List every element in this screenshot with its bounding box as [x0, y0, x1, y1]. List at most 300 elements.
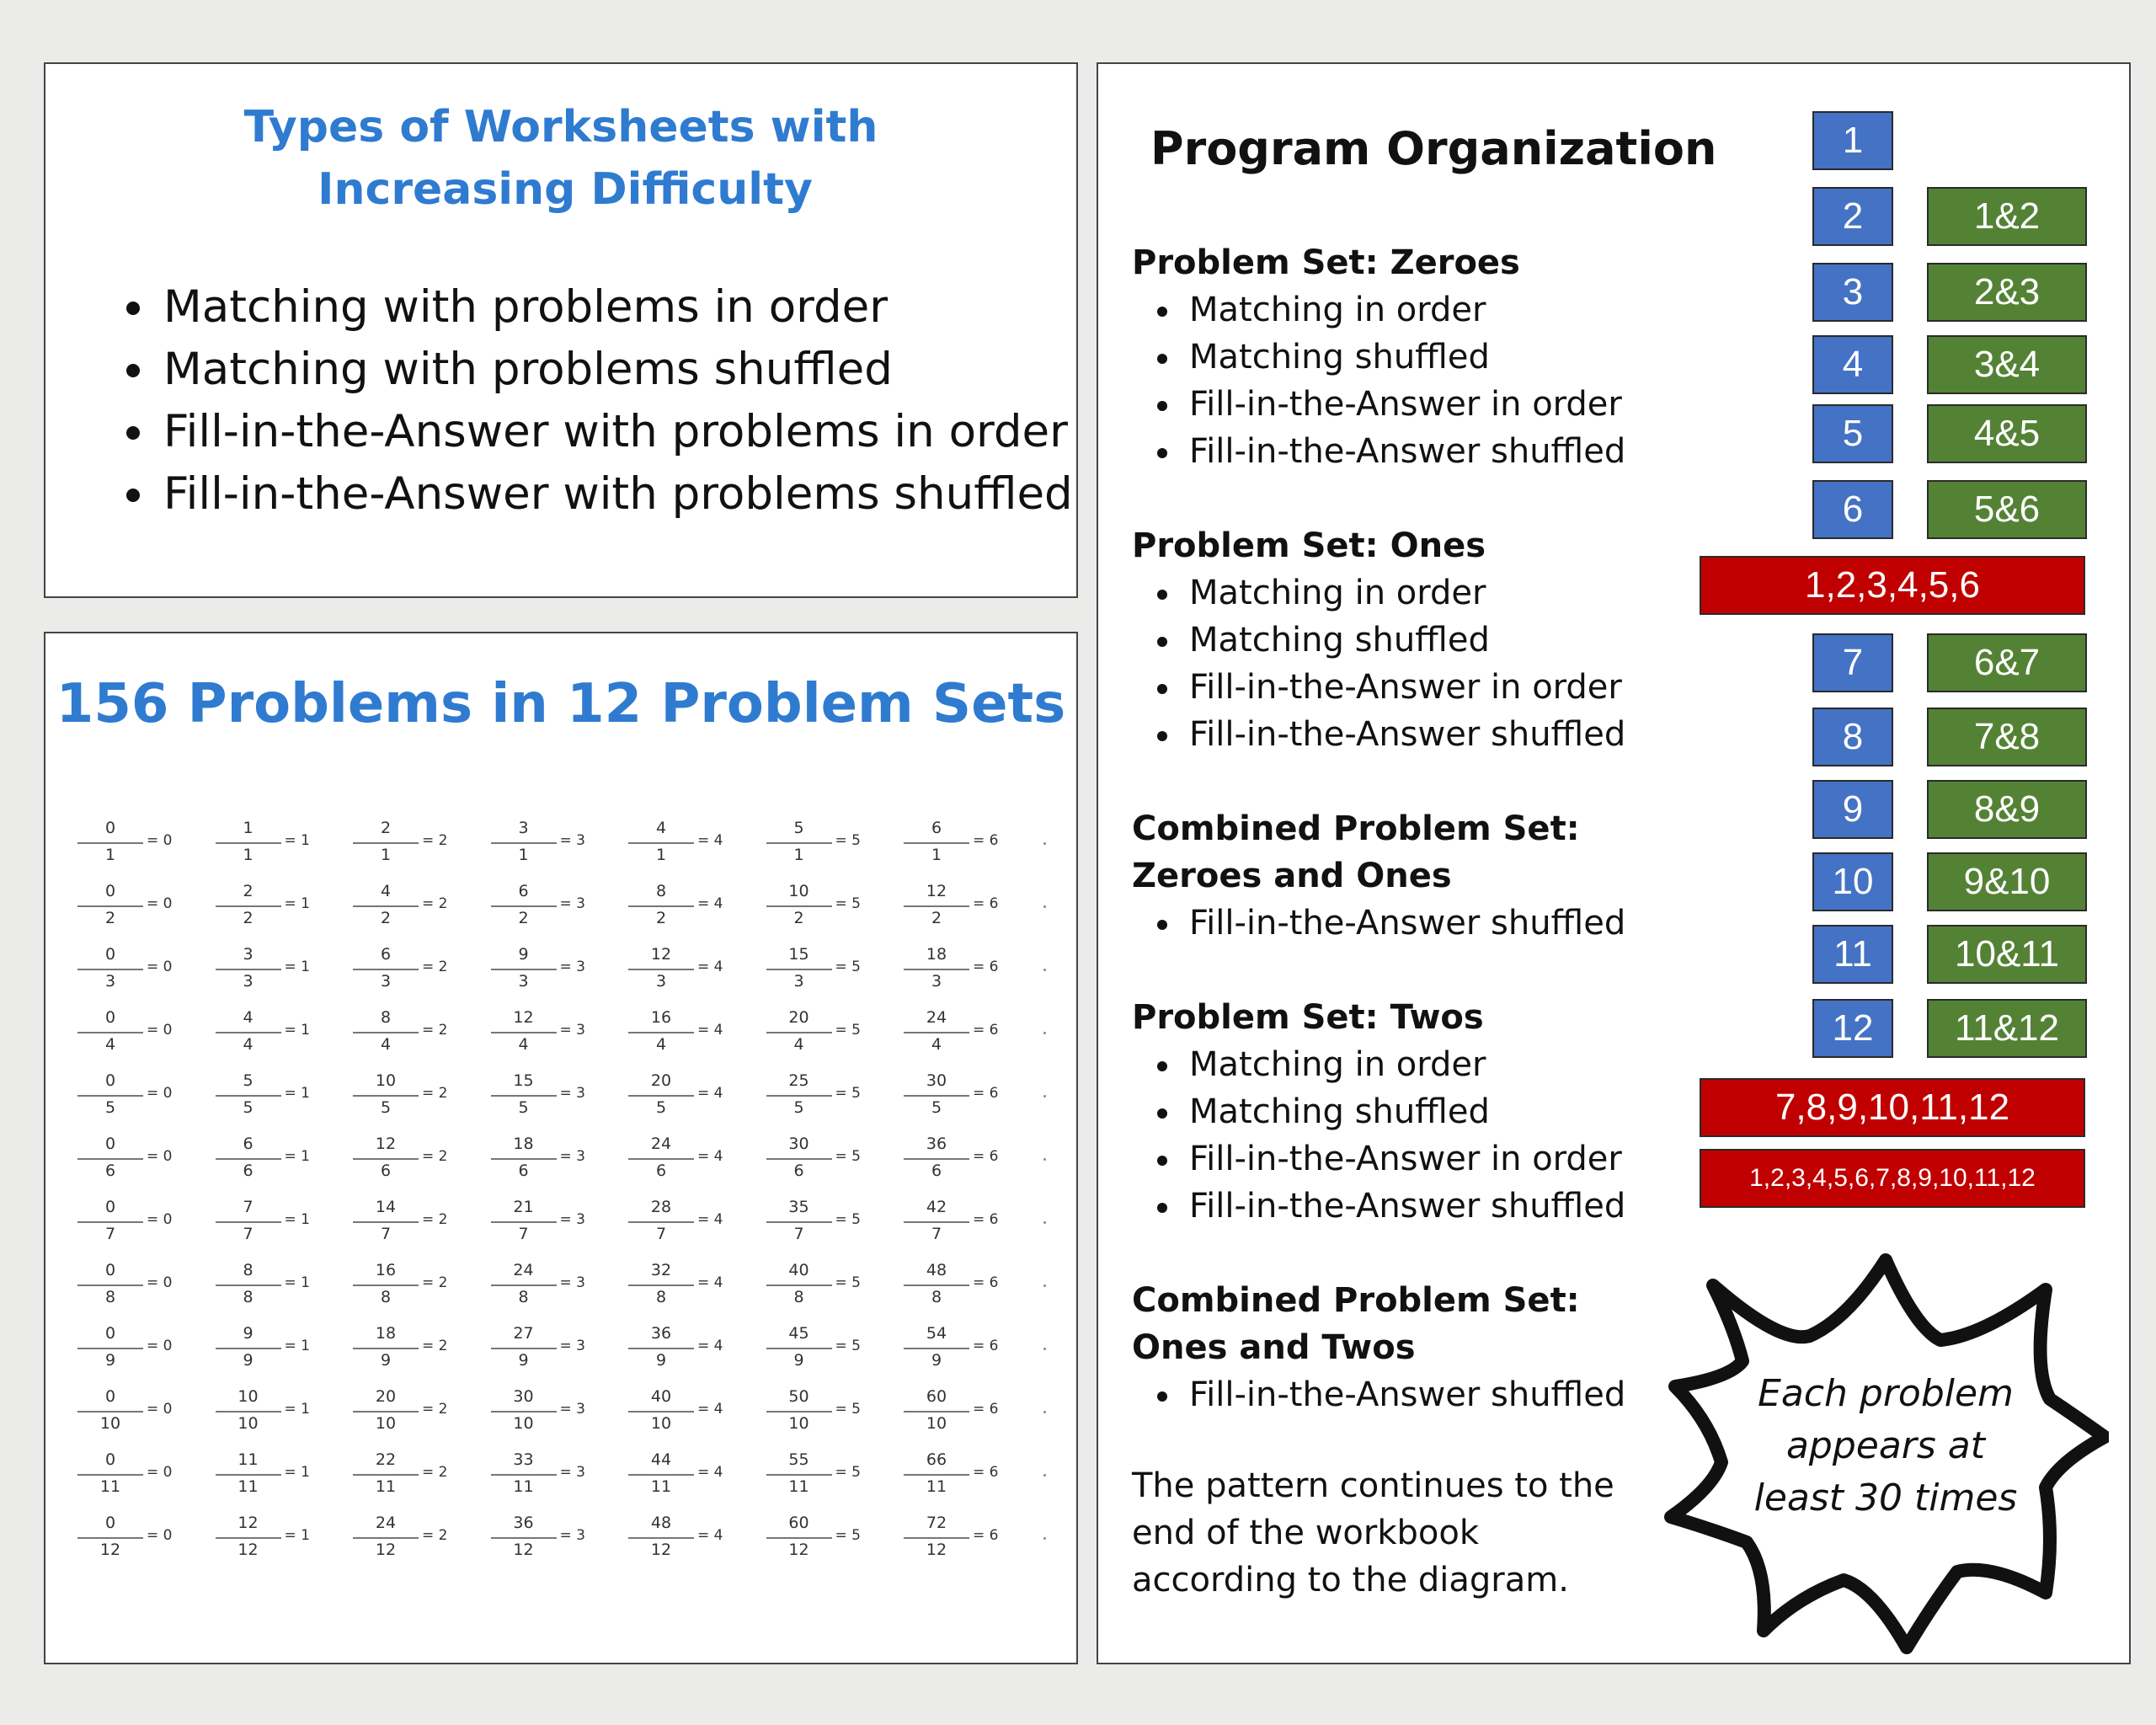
numerator: 0: [104, 1261, 116, 1279]
fraction-problem: [216, 882, 317, 934]
callout-text: [1738, 1368, 2033, 1525]
denominator: 6: [931, 1162, 942, 1180]
fraction-problem: [628, 1450, 729, 1503]
fraction-bar: [904, 905, 969, 907]
fraction-bar: [353, 1158, 419, 1160]
numerator: 15: [513, 1071, 534, 1090]
result: = 0: [147, 1527, 173, 1544]
row-dot: [1043, 1411, 1046, 1413]
numerator: 6: [931, 819, 942, 837]
combined-box-7-12: 7,8,9,10,11,12: [1700, 1078, 2085, 1137]
section-list-combined-1: [1149, 900, 1625, 947]
section-heading-ones: Problem Set: Ones: [1132, 526, 1486, 565]
result: = 3: [559, 959, 585, 975]
denominator: 4: [380, 1035, 392, 1054]
section-heading-combined-2: Combined Problem Set:: [1132, 1281, 1580, 1320]
result: = 5: [835, 1338, 861, 1354]
numerator: 48: [650, 1514, 672, 1532]
set-box-1: 1: [1812, 111, 1893, 170]
fraction-bar: [77, 1474, 143, 1476]
fraction-bar: [766, 1474, 832, 1476]
fraction-problem: [353, 1135, 454, 1187]
set-box-8: 8: [1812, 708, 1893, 766]
denominator: 12: [237, 1541, 259, 1559]
fraction-problem: [77, 1450, 179, 1503]
fraction-problem: [628, 1071, 729, 1124]
fraction-problem: [353, 819, 454, 871]
row-dot: [1043, 905, 1046, 908]
fraction-problem: [628, 1261, 729, 1313]
fraction-problem: [628, 882, 729, 934]
numerator: 10: [788, 882, 809, 900]
fraction-bar: [628, 1348, 694, 1349]
result: = 6: [973, 895, 999, 912]
numerator: 0: [104, 819, 116, 837]
numerator: 24: [513, 1261, 534, 1279]
denominator: 8: [931, 1288, 942, 1306]
result: = 0: [147, 1464, 173, 1481]
row-dot: [1043, 969, 1046, 971]
denominator: 1: [655, 846, 667, 864]
fraction-bar: [77, 1221, 143, 1223]
numerator: 22: [375, 1450, 397, 1469]
denominator: 9: [793, 1351, 804, 1370]
fraction-bar: [77, 842, 143, 844]
set-box-3: 3: [1812, 263, 1893, 322]
denominator: 8: [655, 1288, 667, 1306]
result: = 6: [973, 1401, 999, 1418]
result: = 3: [559, 1527, 585, 1544]
numerator: 0: [104, 1450, 116, 1469]
fraction-bar: [904, 1348, 969, 1349]
fraction-bar: [766, 1284, 832, 1286]
numerator: 4: [380, 882, 392, 900]
result: = 5: [835, 1401, 861, 1418]
denominator: 5: [104, 1098, 116, 1117]
fraction-problem: [491, 1008, 592, 1060]
fraction-bar: [904, 1284, 969, 1286]
fraction-problem: [77, 1261, 179, 1313]
pair-box-5-6: 5&6: [1927, 480, 2087, 539]
set-box-9: 9: [1812, 780, 1893, 839]
denominator: 2: [793, 909, 804, 927]
fraction-bar: [216, 1221, 281, 1223]
list-item: Fill-in-the-Answer shuffled: [1149, 1371, 1625, 1418]
denominator: 1: [380, 846, 392, 864]
fraction-problem: [491, 819, 592, 871]
list-item: Matching with problems shuffled: [121, 339, 1073, 401]
denominator: 2: [243, 909, 253, 927]
numerator: 5: [243, 1071, 253, 1090]
numerator: 4: [655, 819, 667, 837]
denominator: 3: [518, 972, 529, 991]
result: = 4: [697, 1401, 723, 1418]
denominator: 9: [931, 1351, 942, 1370]
fraction-bar: [491, 1284, 557, 1286]
denominator: 2: [518, 909, 529, 927]
row-dot: [1043, 1474, 1046, 1477]
fraction-bar: [766, 905, 832, 907]
title-line-1: Types of Worksheets with: [243, 102, 878, 152]
denominator: 5: [243, 1098, 253, 1117]
result: = 2: [422, 1338, 448, 1354]
result: = 0: [147, 832, 173, 849]
result: = 1: [284, 1211, 310, 1228]
denominator: 3: [931, 972, 942, 991]
numerator: 0: [104, 1198, 116, 1216]
fraction-problem: [904, 1071, 1005, 1124]
numerator: 28: [650, 1198, 672, 1216]
result: = 2: [422, 1527, 448, 1544]
section-subheading-combined-2: Ones and Twos: [1132, 1328, 1416, 1367]
fraction-problem: [491, 1387, 592, 1439]
pair-box-9-10: 9&10: [1927, 852, 2087, 911]
result: = 6: [973, 1148, 999, 1165]
fraction-bar: [216, 1537, 281, 1539]
fraction-problem: [628, 945, 729, 997]
fraction-bar: [77, 1032, 143, 1033]
denominator: 10: [788, 1414, 809, 1433]
list-item: Fill-in-the-Answer shuffled: [1149, 900, 1625, 947]
fraction-problem: [353, 882, 454, 934]
fraction-problem: [904, 1514, 1005, 1566]
fraction-bar: [216, 842, 281, 844]
numerator: 35: [788, 1198, 809, 1216]
result: = 5: [835, 1464, 861, 1481]
numerator: 20: [788, 1008, 809, 1027]
fraction-problem: [353, 1450, 454, 1503]
fraction-bar: [216, 1158, 281, 1160]
fraction-bar: [766, 1032, 832, 1033]
fraction-bar: [353, 905, 419, 907]
numerator: 14: [375, 1198, 397, 1216]
result: = 4: [697, 832, 723, 849]
fraction-bar: [904, 1537, 969, 1539]
pair-box-8-9: 8&9: [1927, 780, 2087, 839]
fraction-problem: [216, 1450, 317, 1503]
denominator: 12: [650, 1541, 672, 1559]
denominator: 6: [380, 1162, 392, 1180]
fraction-bar: [904, 1411, 969, 1413]
combined-box-1-6: 1,2,3,4,5,6: [1700, 556, 2085, 615]
numerator: 36: [513, 1514, 534, 1532]
denominator: 10: [237, 1414, 259, 1433]
fraction-bar: [353, 1474, 419, 1476]
pair-box-10-11: 10&11: [1927, 925, 2087, 984]
program-organization-panel: [1097, 62, 2131, 1664]
pair-box-1-2: 1&2: [1927, 187, 2087, 246]
fraction-problem: [77, 1387, 179, 1439]
numerator: 5: [793, 819, 804, 837]
result: = 2: [422, 1464, 448, 1481]
combined-box-1-12: 1,2,3,4,5,6,7,8,9,10,11,12: [1700, 1149, 2085, 1208]
denominator: 11: [237, 1477, 259, 1496]
result: = 2: [422, 1085, 448, 1102]
pattern-description: The pattern continues to the end of the workbook according to the diagram.: [1132, 1466, 1614, 1599]
numerator: 2: [380, 819, 392, 837]
result: = 2: [422, 895, 448, 912]
numerator: 2: [243, 882, 253, 900]
fraction-problem: [628, 1324, 729, 1376]
numerator: 12: [926, 882, 947, 900]
denominator: 3: [380, 972, 392, 991]
fraction-bar: [216, 969, 281, 970]
fraction-problem: [216, 945, 317, 997]
denominator: 6: [243, 1162, 253, 1180]
fraction-bar: [77, 1284, 143, 1286]
fraction-bar: [353, 1411, 419, 1413]
denominator: 3: [793, 972, 804, 991]
worksheet-types-list: [121, 276, 1073, 526]
fraction-problem: [904, 1387, 1005, 1439]
numerator: 44: [650, 1450, 672, 1469]
numerator: 3: [243, 945, 253, 964]
fraction-problem: [766, 819, 867, 871]
result: = 1: [284, 1274, 310, 1291]
set-box-4: 4: [1812, 335, 1893, 394]
result: = 4: [697, 1338, 723, 1354]
denominator: 5: [793, 1098, 804, 1117]
fraction-problem: [491, 1324, 592, 1376]
fraction-bar: [77, 1411, 143, 1413]
result: = 0: [147, 1338, 173, 1354]
denominator: 12: [99, 1541, 121, 1559]
denominator: 12: [513, 1541, 534, 1559]
fraction-bar: [491, 1221, 557, 1223]
numerator: 30: [926, 1071, 947, 1090]
worksheet-types-title: [45, 96, 1076, 221]
fraction-problem: [766, 1324, 867, 1376]
numerator: 10: [375, 1071, 397, 1090]
numerator: 6: [518, 882, 529, 900]
fraction-problem: [77, 1071, 179, 1124]
section-heading-twos: Problem Set: Twos: [1132, 998, 1484, 1037]
fraction-problem: [766, 1135, 867, 1187]
fraction-bar: [491, 1411, 557, 1413]
fraction-bar: [904, 1158, 969, 1160]
list-item: Fill-in-the-Answer shuffled: [1149, 428, 1625, 475]
fraction-bar: [77, 1158, 143, 1160]
section-list-zeroes: [1149, 286, 1625, 475]
fraction-bar: [353, 1095, 419, 1097]
numerator: 45: [788, 1324, 809, 1343]
row-dot: [1043, 1095, 1046, 1097]
fraction-bar: [353, 969, 419, 970]
result: = 3: [559, 1464, 585, 1481]
list-item: Fill-in-the-Answer in order: [1149, 664, 1625, 711]
result: = 1: [284, 959, 310, 975]
pair-box-3-4: 3&4: [1927, 335, 2087, 394]
numerator: 60: [788, 1514, 809, 1532]
fraction-bar: [766, 1537, 832, 1539]
result: = 3: [559, 895, 585, 912]
denominator: 1: [243, 846, 253, 864]
result: = 3: [559, 1085, 585, 1102]
fraction-bar: [904, 1221, 969, 1223]
result: = 4: [697, 1464, 723, 1481]
result: = 5: [835, 832, 861, 849]
denominator: 4: [518, 1035, 529, 1054]
result: = 0: [147, 895, 173, 912]
numerator: 8: [243, 1261, 253, 1279]
result: = 0: [147, 1022, 173, 1039]
fraction-problem: [491, 945, 592, 997]
denominator: 8: [380, 1288, 392, 1306]
fraction-bar: [628, 1221, 694, 1223]
denominator: 12: [375, 1541, 397, 1559]
numerator: 10: [237, 1387, 259, 1406]
fraction-bar: [216, 905, 281, 907]
result: = 4: [697, 1148, 723, 1165]
denominator: 8: [518, 1288, 529, 1306]
fraction-bar: [628, 905, 694, 907]
numerator: 1: [243, 819, 253, 837]
result: = 2: [422, 959, 448, 975]
numerator: 12: [513, 1008, 534, 1027]
row-dot: [1043, 1032, 1046, 1034]
numerator: 24: [375, 1514, 397, 1532]
denominator: 9: [518, 1351, 529, 1370]
result: = 5: [835, 1527, 861, 1544]
result: = 4: [697, 959, 723, 975]
section-list-twos: [1149, 1041, 1625, 1230]
fraction-bar: [491, 905, 557, 907]
result: = 6: [973, 1022, 999, 1039]
result: = 6: [973, 959, 999, 975]
result: = 5: [835, 1211, 861, 1228]
denominator: 5: [518, 1098, 529, 1117]
denominator: 10: [513, 1414, 534, 1433]
fraction-bar: [491, 1474, 557, 1476]
denominator: 10: [375, 1414, 397, 1433]
numerator: 12: [375, 1135, 397, 1153]
fraction-problem: [766, 1387, 867, 1439]
numerator: 0: [104, 882, 116, 900]
numerator: 6: [243, 1135, 253, 1153]
result: = 6: [973, 1527, 999, 1544]
fraction-bar: [77, 905, 143, 907]
denominator: 9: [243, 1351, 253, 1370]
callout-line-3: least 30 times: [1753, 1477, 2018, 1519]
denominator: 1: [518, 846, 529, 864]
fraction-problem: [904, 882, 1005, 934]
program-title: Program Organization: [1150, 122, 1717, 175]
denominator: 6: [655, 1162, 667, 1180]
result: = 0: [147, 1148, 173, 1165]
numerator: 21: [513, 1198, 534, 1216]
fraction-bar: [353, 1221, 419, 1223]
fraction-problem: [766, 1261, 867, 1313]
set-box-10: 10: [1812, 852, 1893, 911]
fraction-problem: [766, 1071, 867, 1124]
fraction-bar: [216, 1411, 281, 1413]
fraction-bar: [904, 1095, 969, 1097]
list-item: Matching shuffled: [1149, 334, 1625, 381]
fraction-bar: [904, 1474, 969, 1476]
denominator: 7: [518, 1225, 529, 1243]
denominator: 2: [104, 909, 116, 927]
numerator: 18: [513, 1135, 534, 1153]
fraction-bar: [353, 1348, 419, 1349]
fraction-problem: [77, 1514, 179, 1566]
set-box-6: 6: [1812, 480, 1893, 539]
fraction-bar: [491, 1158, 557, 1160]
pair-box-6-7: 6&7: [1927, 633, 2087, 692]
result: = 1: [284, 1148, 310, 1165]
numerator: 0: [104, 1135, 116, 1153]
result: = 6: [973, 832, 999, 849]
fraction-problem: [353, 1387, 454, 1439]
fraction-problem: [216, 1008, 317, 1060]
fraction-bar: [353, 1284, 419, 1286]
numerator: 4: [243, 1008, 253, 1027]
fraction-problem: [353, 1324, 454, 1376]
fraction-bar: [904, 969, 969, 970]
result: = 1: [284, 1464, 310, 1481]
numerator: 50: [788, 1387, 809, 1406]
result: = 4: [697, 895, 723, 912]
numerator: 0: [104, 945, 116, 964]
fraction-problem: [216, 1387, 317, 1439]
list-item: Matching shuffled: [1149, 1088, 1625, 1135]
result: = 3: [559, 1022, 585, 1039]
result: = 5: [835, 1274, 861, 1291]
list-item: Fill-in-the-Answer in order: [1149, 1135, 1625, 1183]
fraction-bar: [77, 1095, 143, 1097]
numerator: 30: [788, 1135, 809, 1153]
row-dot: [1043, 1284, 1046, 1287]
fraction-problem: [216, 1135, 317, 1187]
result: = 4: [697, 1211, 723, 1228]
denominator: 1: [793, 846, 804, 864]
set-box-12: 12: [1812, 999, 1893, 1058]
denominator: 6: [793, 1162, 804, 1180]
numerator: 27: [513, 1324, 534, 1343]
denominator: 10: [650, 1414, 672, 1433]
result: = 5: [835, 1148, 861, 1165]
callout-line-2: appears at: [1785, 1424, 1986, 1467]
fraction-bar: [353, 842, 419, 844]
row-dot: [1043, 1348, 1046, 1350]
result: = 4: [697, 1527, 723, 1544]
numerator: 16: [650, 1008, 672, 1027]
fraction-problem: [766, 1450, 867, 1503]
numerator: 24: [650, 1135, 672, 1153]
numerator: 18: [375, 1324, 397, 1343]
fraction-bar: [628, 1284, 694, 1286]
fraction-bar: [904, 1032, 969, 1033]
fraction-problem: [628, 1198, 729, 1250]
fraction-bar: [77, 1537, 143, 1539]
fraction-bar: [766, 1411, 832, 1413]
list-item: Matching in order: [1149, 286, 1625, 334]
result: = 2: [422, 832, 448, 849]
fraction-bar: [77, 969, 143, 970]
numerator: 54: [926, 1324, 947, 1343]
denominator: 12: [788, 1541, 809, 1559]
denominator: 9: [655, 1351, 667, 1370]
denominator: 7: [243, 1225, 253, 1243]
fraction-problem: [904, 1008, 1005, 1060]
fraction-problem: [904, 1198, 1005, 1250]
result: = 3: [559, 832, 585, 849]
fraction-bar: [628, 1474, 694, 1476]
row-dot: [1043, 1537, 1046, 1540]
list-item: Fill-in-the-Answer with problems shuffled: [121, 463, 1073, 526]
fraction-problem: [77, 819, 179, 871]
denominator: 7: [931, 1225, 942, 1243]
fraction-problem: [216, 819, 317, 871]
